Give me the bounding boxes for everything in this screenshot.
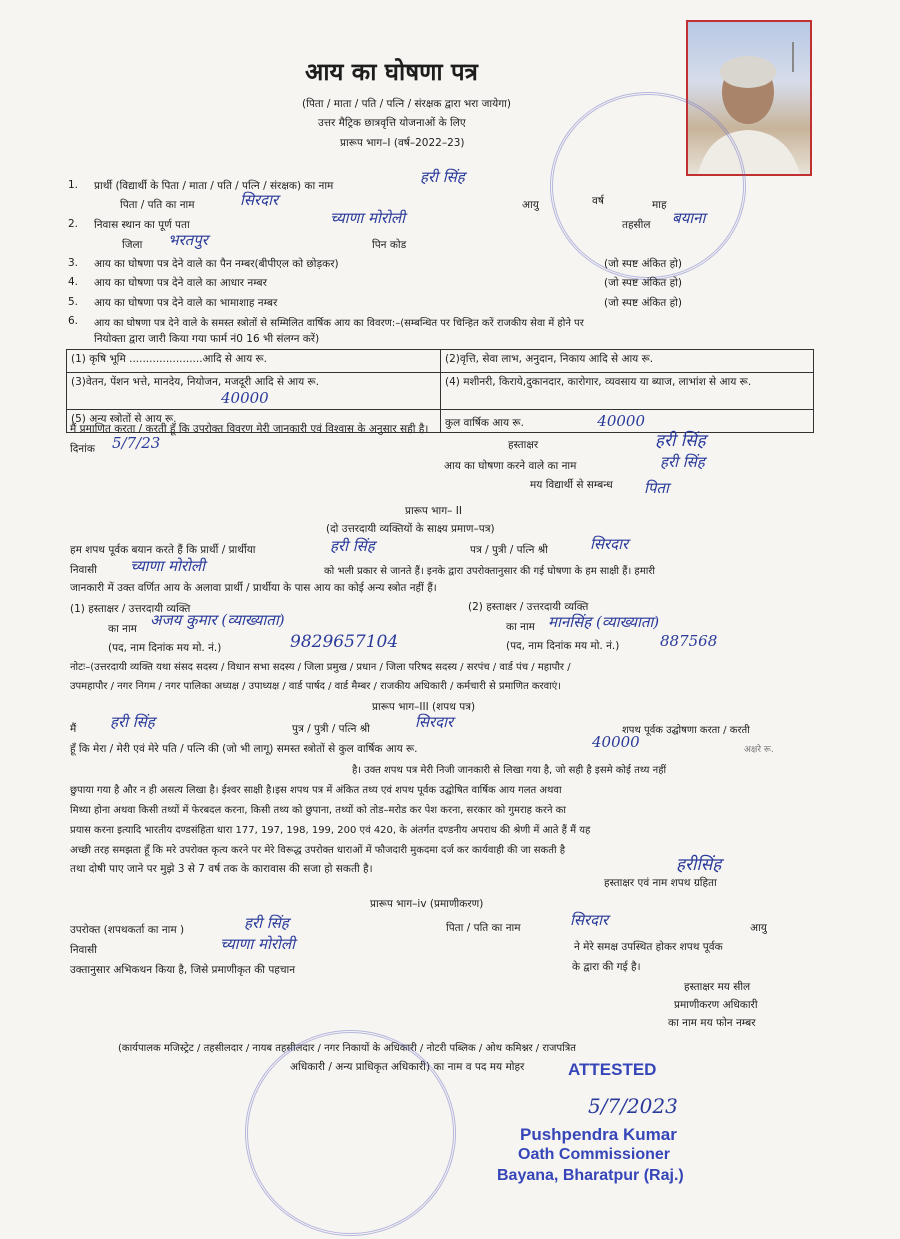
part3-l3: है। उक्त शपथ पत्र मेरी निजी जानकारी से लिखा गया है, जो सही है इसमे कोई तथ्य नहीं [352, 765, 667, 776]
q2-value: च्याणा मोरोली [330, 209, 405, 227]
income-cell-salary [67, 373, 441, 410]
district-value: भरतपुर [168, 231, 208, 249]
note-line1: नोटः–(उत्तरदायी व्यक्ति यथा संसद सदस्य / विधान सभा सदस्य / जिला प्रमुख / प्रधान / जिला परिषद सदस्य / सरपंच / वार्ड पंच / महापौर / [70, 662, 571, 673]
part2-line2b: को भली प्रकार से जानते हैं। इनके द्वारा उपरोक्तानुसार की गई घोषणा के हम साक्षी हैं। हमारी [324, 566, 655, 577]
table-row [67, 350, 814, 373]
witness1-phone: 9829657104 [290, 632, 399, 652]
tehsil-value: बयाना [672, 209, 706, 227]
q5-note: (जो स्पष्ट अंकित हो) [604, 297, 682, 309]
part3-signature: हरीसिंह [676, 855, 722, 875]
income-cell-business: (4) मशीनरी, किराये,दुकानदार, कारोगार, व्यवसाय या ब्याज, लाभांश से आय रू. [441, 373, 814, 410]
subtitle-scheme: उत्तर मैट्रिक छात्रवृत्ति योजनाओं के लिए [318, 117, 466, 129]
part4-name-phone: का नाम मय फोन नम्बर [668, 1017, 756, 1029]
relation-value: पिता [644, 479, 669, 497]
income-salary-value: 40000 [221, 389, 269, 407]
part2-applicant-name: हरी सिंह [330, 537, 375, 555]
part4-heading: प्रारूप भाग–iv (प्रमाणीकरण) [370, 898, 484, 910]
q1b-value: सिरदार [240, 191, 279, 209]
income-table [66, 349, 814, 433]
witness1-name-label: का नाम [108, 623, 137, 635]
part2-heading: प्रारूप भाग– II [405, 505, 462, 517]
witness2-pad-label: (पद, नाम दिनांक मय मो. नं.) [506, 640, 620, 652]
part4-place: च्याणा मोरोली [220, 935, 295, 953]
part3-heading: प्रारूप भाग–III (शपथ पत्र) [372, 701, 476, 713]
witness2-name: मानसिंह (व्याख्याता) [548, 613, 660, 631]
q1-value: हरी सिंह [420, 168, 465, 186]
part4-l1a: उपरोक्त (शपथकर्ता का नाम ) [70, 924, 185, 936]
part3-father: सिरदार [415, 713, 454, 731]
income-total-value: 40000 [597, 412, 645, 430]
table-row [67, 373, 814, 410]
part2-line1a: हम शपथ पूर्वक बयान करते हैं कि प्रार्थी / प्रार्थीया [70, 544, 256, 556]
part3-income: 40000 [592, 733, 640, 751]
note-line2: उपमहापौर / नगर निगम / नगर पालिका अध्यक्ष / उपाध्यक्ष / वार्ड पार्षद / वार्ड मैम्बर / राजकीय अधिकारी / कर्मचारी से प्रमाणित करवाएं। [70, 681, 562, 692]
part3-l2a: हूँ कि मेरा / मेरी एवं मेरे पति / पत्नि की (जो भी लागू) समस्त स्त्रोतों से कुल वार्षिक आय रू. [70, 743, 418, 755]
part3-l7: अच्छी तरह समझता हूँ कि मरे उपरोक्त कृत्य करने पर मेरे विरूद्ध उपरोक्त धाराओं में फौजदारी मुकदमा दर्ज कर कार्यवाही की जा सकती है [70, 845, 566, 856]
q5-number: 5. [68, 296, 79, 308]
part3-l6: प्रयास करना इत्यादि भारतीय दण्डसंहिता धारा 177, 197, 198, 199, 200 एवं 420, के अंतर्गत दण्डनीय अपराध की श्रेणी में आते हैं मैं यह [70, 825, 591, 836]
stamp-location: Bayana, Bharatpur (Raj.) [497, 1167, 684, 1184]
witness2-name-label: का नाम [506, 621, 535, 633]
q4-note: (जो स्पष्ट अंकित हो) [604, 277, 682, 289]
q4-number: 4. [68, 276, 79, 288]
income-salary-label: (3)वेतन, पेंशन भत्ते, मानदेय, नियोजन, मजदूरी आदि से आय रू. [71, 376, 320, 388]
attested-label: ATTESTED [568, 1060, 657, 1079]
q1-label: प्रार्थी (विद्यार्थी के पिता / माता / पति / पत्नि / संरक्षक) का नाम [94, 180, 334, 192]
part4-authority: प्रमाणीकरण अधिकारी [674, 999, 758, 1011]
witness1-pad-label: (पद, नाम दिनांक मय मो. नं.) [108, 642, 222, 654]
part4-footer1: (कार्यपालक मजिस्ट्रेट / तहसीलदार / नायब तहसीलदार / नगर निकायों के अधिकारी / नोटरी पब्लिक / ओथ कमिश्नर / राजपत्रित [118, 1043, 576, 1054]
q6-number: 6. [68, 315, 79, 327]
part3-l1b: पुत्र / पुत्री / पत्नि श्री [292, 723, 370, 735]
part3-l1a: मैं [70, 723, 77, 735]
part4-sign-seal: हस्ताक्षर मय सील [684, 981, 751, 993]
district-label: जिला [122, 239, 143, 251]
tehsil-label: तहसील [622, 219, 651, 231]
declarant-name-value: हरी सिंह [660, 453, 705, 471]
round-seal-bottom [245, 1030, 456, 1236]
q6b-label: नियोक्ता द्वारा जारी किया गया फार्म नं0 16 भी संलग्न करें) [94, 333, 320, 345]
sign-label: हस्ताक्षर [508, 439, 539, 451]
subtitle-fill-by: (पिता / माता / पति / पत्नि / संरक्षक द्वारा भरा जायेगा) [302, 98, 511, 110]
attested-date: 5/7/2023 [588, 1094, 678, 1118]
witness2-label: (2) हस्ताक्षर / उत्तरदायी व्यक्ति [468, 601, 589, 613]
witness1-name: अजय कुमार (व्याख्याता) [150, 611, 285, 629]
declarant-name-label: आय का घोषणा करने वाले का नाम [444, 460, 577, 472]
stamp-designation: Oath Commissioner [518, 1146, 671, 1163]
date-label: दिनांक [70, 443, 95, 455]
q2-number: 2. [68, 218, 79, 230]
relation-label: मय विद्यार्थी से सम्बन्ध [530, 479, 613, 491]
part2-father-name: सिरदार [590, 535, 629, 553]
part4-l3a: उक्तानुसार अभिकथन किया है, जिसे प्रमाणीकृत की पहचान [70, 964, 296, 976]
month-label: माह [652, 199, 667, 211]
income-total-label: कुल वार्षिक आय रू. [445, 417, 524, 429]
q1b-label: पिता / पति का नाम [120, 199, 195, 211]
q3-note: (जो स्पष्ट अंकित हो) [604, 258, 682, 270]
part2-subheading: (दो उत्तरदायी व्यक्तियों के साक्ष्य प्रमाण–पत्र) [326, 523, 495, 535]
q1-number: 1. [68, 179, 79, 191]
q4-label: आय का घोषणा पत्र देने वाले का आधार नम्बर [94, 277, 267, 289]
age-label: आयु [522, 199, 539, 211]
part4-l2b: ने मेरे समक्ष उपस्थित होकर शपथ पूर्वक [574, 941, 723, 953]
part3-l8: तथा दोषी पाए जाने पर मुझे 3 से 7 वर्ष तक के कारावास की सजा हो सकती है। [70, 863, 373, 875]
part4-name: हरी सिंह [244, 914, 289, 932]
part3-l4: छुपाया गया है और न ही असत्य लिखा है। ईश्वर साक्षी है।इस शपथ पत्र में अंकित तथ्य एवं शपथ पूर्वक उद्घोषित वार्षिक आय गलत अथवा [70, 785, 562, 796]
part4-age-label: आयु [750, 922, 767, 934]
subtitle-part-year: प्रारूप भाग–I (वर्ष–2022–23) [340, 137, 465, 149]
part3-sign-label: हस्ताक्षर एवं नाम शपथ ग्रहिता [604, 877, 717, 889]
witness2-phone: 887568 [660, 632, 718, 650]
part2-line1b: पत्र / पुत्री / पत्नि श्री [470, 544, 548, 556]
signature-part1: हरी सिंह [655, 431, 706, 451]
part4-l1b: पिता / पति का नाम [446, 922, 521, 934]
part4-l3b: के द्वारा की गई है। [572, 961, 641, 973]
page-title: आय का घोषणा पत्र [305, 57, 478, 86]
part2-line2a: निवासी [70, 564, 97, 576]
q6-label: आय का घोषणा पत्र देने वाले के समस्त स्त्रोतों से सम्मिलित वार्षिक आय का विवरण:–(सम्बन्धित पर चिन्हित करें राजकीय सेवा में होने पर [94, 318, 584, 329]
q5-label: आय का घोषणा पत्र देने वाले का भामाशाह नम्बर [94, 297, 278, 309]
part3-l5: मिथ्या होना अथवा किसी तथ्यों में फेरबदल करना, किसी तथ्य को छुपाना, तथ्यों को तोड–मरोड कर पेश करना, सरकार को गुमराह करने का [70, 805, 566, 816]
stamp-name: Pushpendra Kumar [520, 1125, 677, 1144]
part2-place: च्याणा मोरोली [130, 557, 205, 575]
round-seal-top [550, 92, 746, 280]
year-label: वर्ष [592, 195, 604, 207]
part3-l1c: शपथ पूर्वक उद्घोषणा करता / करती [622, 725, 750, 736]
part2-line3: जानकारी में उक्त वर्णित आय के अलावा प्रार्थी / प्रार्थीया के पास आय का कोई अन्य स्त्रोत नहीं हैं। [70, 582, 437, 594]
income-cell-service: (2)वृत्ति, सेवा लाभ, अनुदान, निकाय आदि से आय रू. [441, 350, 814, 373]
income-cell-total [441, 410, 814, 433]
date-value: 5/7/23 [112, 434, 161, 452]
part3-l2b: अक्षरे रू. [744, 745, 774, 755]
part4-father: सिरदार [570, 911, 609, 929]
income-cell-agriculture: (1) कृषि भूमि ......................आदि से आय रू. [67, 350, 441, 373]
part3-name: हरी सिंह [110, 713, 155, 731]
certify-text: मैं प्रमाणित करता / करती हूँ कि उपरोक्त विवरण मेरी जानकारी एवं विश्वास के अनुसार सही है। [70, 423, 429, 435]
pincode-label: पिन कोड [372, 239, 407, 251]
q2-label: निवास स्थान का पूर्ण पता [94, 219, 190, 231]
witness1-label: (1) हस्ताक्षर / उत्तरदायी व्यक्ति [70, 603, 191, 615]
q3-label: आय का घोषणा पत्र देने वाले का पैन नम्बर(बीपीएल को छोड़कर) [94, 258, 339, 270]
income-cell-other: (5) अन्य स्त्रोतों से आय रू. [67, 410, 441, 433]
part4-footer2: अधिकारी / अन्य प्राधिकृत अधिकारी) का नाम व पद मय मोहर [290, 1061, 525, 1073]
q3-number: 3. [68, 257, 79, 269]
part4-l2a: निवासी [70, 944, 97, 956]
